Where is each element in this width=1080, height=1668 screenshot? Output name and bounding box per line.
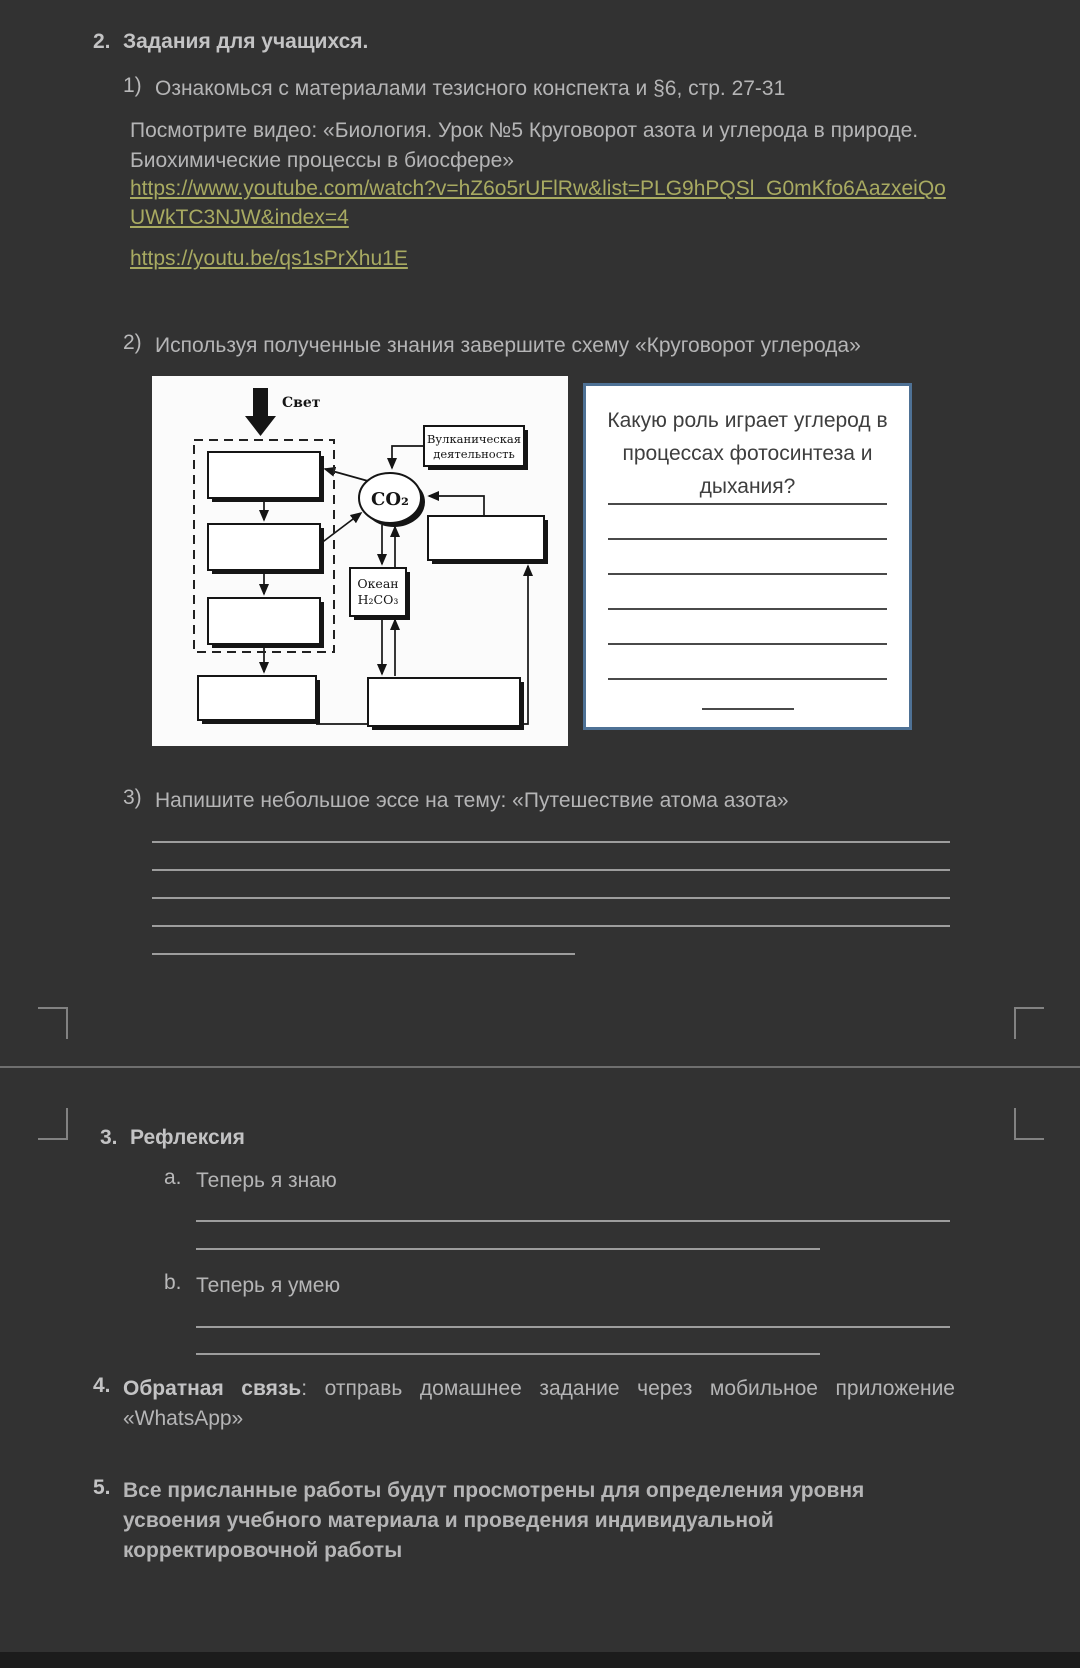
empty-box-bottom: [368, 678, 520, 726]
youtu-be-link[interactable]: https://youtu.be/qs1sPrXhu1E: [130, 247, 408, 270]
section3-title: Рефлексия: [130, 1126, 245, 1149]
page-divider: [0, 1066, 1080, 1068]
co2-label: CO₂: [371, 489, 409, 510]
page1-corner-mark-left: [38, 1007, 68, 1039]
page2-corner-mark-right: [1014, 1108, 1044, 1140]
task2-text: Используя полученные знания завершите схему «Круговорот углерода»: [155, 334, 861, 357]
section3-number: 3.: [100, 1126, 118, 1149]
item-b-letter: b.: [164, 1271, 182, 1294]
question-box-title: Какую роль играет углерод в процессах фотосинтеза и дыхания?: [607, 409, 888, 498]
essay-line: [152, 841, 950, 843]
section4-rest: : отправь домашнее задание через мобильное приложение «WhatsApp»: [123, 1377, 955, 1430]
task3-number: 3): [123, 786, 142, 809]
essay-line: [152, 925, 950, 927]
section2-number: 2.: [93, 30, 111, 53]
task1-text: Ознакомься с материалами тезисного конспекта и §6, стр. 27-31: [155, 77, 786, 100]
light-arrow-icon: [245, 388, 276, 436]
section5-text: Все присланные работы будут просмотрены для определения уровня усвоения учебного материала и проведения индивидуальной корректировочной работы: [123, 1479, 865, 1562]
carbon-cycle-diagram: [152, 376, 568, 746]
video-paragraph: Посмотрите видео: «Биология. Урок №5 Круговорот азота и углерода в природе. Биохимические процессы в биосфере»: [130, 119, 919, 172]
item-a-letter: a.: [164, 1166, 182, 1189]
ocean-label-line2: H₂CO₃: [357, 592, 399, 607]
essay-line-short: [152, 953, 575, 955]
empty-box-2: [208, 524, 320, 570]
youtube-link[interactable]: https://www.youtube.com/watch?v=hZ6o5rUFlRw&list=PLG9hPQSl_G0mKfo6AazxeiQoUWkTC3NJW&index=4: [130, 177, 946, 229]
task3-text: Напишите небольшое эссе на тему: «Путешествие атома азота»: [155, 789, 789, 812]
answer-line-short: [702, 708, 794, 710]
answer-line: [608, 643, 887, 645]
answer-line: [608, 538, 887, 540]
essay-line: [152, 869, 950, 871]
empty-box-4: [198, 676, 316, 720]
section5-number: 5.: [93, 1476, 111, 1499]
question-box: [583, 383, 912, 730]
section2-title: Задания для учащихся.: [123, 30, 369, 53]
reflection-line-short: [196, 1353, 820, 1355]
reflection-line: [196, 1326, 950, 1328]
answer-line: [608, 503, 887, 505]
empty-box-right: [428, 516, 544, 560]
answer-line: [608, 678, 887, 680]
carbon-cycle-flowchart: [152, 376, 568, 746]
item-a-text: Теперь я знаю: [196, 1169, 337, 1192]
empty-box-3: [208, 598, 320, 644]
task2-number: 2): [123, 331, 142, 354]
bottom-bar: [0, 1652, 1080, 1668]
answer-line: [608, 573, 887, 575]
volcano-label-line1: Вулканическая: [426, 432, 522, 446]
page2-corner-mark-left: [38, 1108, 68, 1140]
section4-number: 4.: [93, 1374, 111, 1397]
task1-number: 1): [123, 74, 142, 97]
page1-corner-mark-right: [1014, 1007, 1044, 1039]
ocean-label-line1: Океан: [357, 576, 399, 591]
answer-line: [608, 608, 887, 610]
section4-text: [123, 1374, 955, 1434]
empty-box-1: [208, 452, 320, 498]
item-b-text: Теперь я умею: [196, 1274, 341, 1297]
section4-lead: Обратная связь: [123, 1377, 302, 1400]
reflection-line: [196, 1220, 950, 1222]
reflection-line-short: [196, 1248, 820, 1250]
volcano-label-line2: деятельность: [433, 447, 515, 461]
light-label: Свет: [282, 395, 321, 411]
essay-line: [152, 897, 950, 899]
